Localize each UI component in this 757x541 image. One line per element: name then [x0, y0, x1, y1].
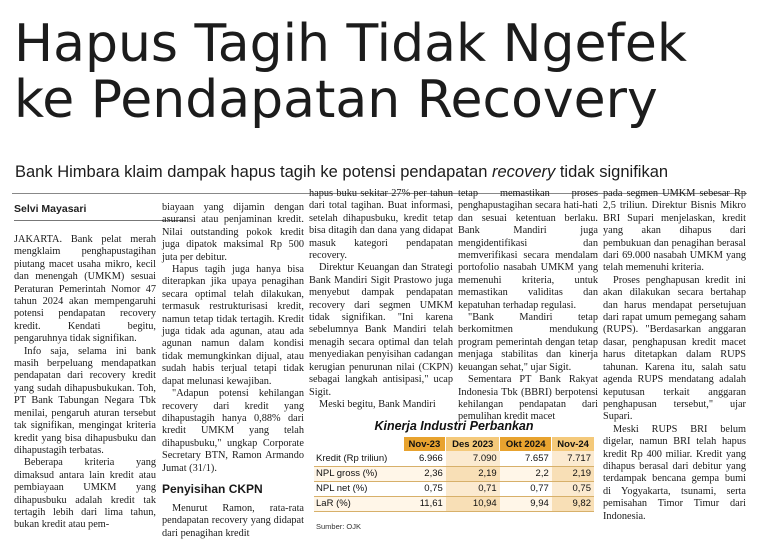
row-label: NPL gross (%): [314, 466, 403, 481]
row-label: LaR (%): [314, 496, 403, 511]
table-header-cell: Nov-23: [403, 437, 446, 451]
paragraph: biayaan yang dijamin dengan asuransi atau penjaminan kredit. Nilai outstanding pokok kredit juga dipatok maksimal Rp 500 juta per debitur.: [162, 202, 304, 263]
table-cell: 6.966: [403, 451, 446, 466]
row-label: NPL net (%): [314, 481, 403, 496]
table-cell: 10,94: [446, 496, 500, 511]
deck-italic: recovery: [491, 163, 556, 181]
paragraph: Sementara PT Bank Rakyat Indonesia Tbk (BBRI) berpotensi kehilangan pendapatan dari pemulihan kredit macet: [458, 374, 598, 423]
table-cell: 9,82: [552, 496, 594, 511]
paragraph: Meski RUPS BRI belum digelar, namun BRI telah hapus kredit Rp 400 miliar. Kredit yang dihapus berasal dari debitur yang terdampak bencana gempa bumi di Yogyakarta, tsunami, serta pemisahan Timor Timur dari Indonesia.: [603, 423, 746, 522]
table-cell: 2,2: [500, 466, 552, 481]
table-cell: 2,19: [552, 466, 594, 481]
table-cell: 9,94: [500, 496, 552, 511]
headline-line-1: Hapus Tagih Tidak Ngefek: [14, 14, 687, 74]
paragraph: JAKARTA. Bank pelat merah mengklaim penghapustagihan piutang macet usaha mikro, kecil dan menengah (UMKM) sesuai Peraturan Pemerintah Nomor 47 tahun 2024 akan mempengaruhi potensi pendapatan recovery kredit. Kendati begitu, pengaruhnya tidak signifikan.: [14, 234, 156, 345]
table-row: [314, 481, 594, 496]
table-cell: 11,61: [403, 496, 446, 511]
table-header-row: [314, 437, 594, 451]
byline-rule: [14, 220, 186, 221]
subheading: Penyisihan CKPN: [162, 481, 263, 496]
table-cell: 7.657: [500, 451, 552, 466]
table-header-blank: [314, 437, 403, 451]
table-header-cell: Okt 2024: [500, 437, 552, 451]
table-cell: 0,75: [552, 481, 594, 496]
deck: [15, 162, 750, 182]
table-header-cell: Des 2023: [446, 437, 500, 451]
deck-after: tidak signifikan: [555, 163, 669, 181]
article-column-5: [603, 188, 746, 523]
table-cell: 0,71: [446, 481, 500, 496]
table-title: Kinerja Industri Perbankan: [374, 419, 534, 433]
article-column-2: [162, 202, 304, 540]
headline: [14, 16, 744, 128]
paragraph: pada segmen UMKM sebesar Rp 2,5 triliun. Direktur Bisnis Mikro BRI Supari menjelaskan, kredit yang akan dihapus dari pembukuan dan penagihan berasal dari 69.000 nasabah UMKM yang telah memenuhi kriteria.: [603, 188, 746, 274]
table-cell: 7.090: [446, 451, 500, 466]
paragraph: hapus buku sekitar 27% per tahun dari total tagihan. Buat informasi, setelah dihapusbuku, kredit tetap bisa ditagih dan dana yang didapat masuk kategori pendapatan recovery.: [309, 188, 453, 262]
paragraph: Hapus tagih juga hanya bisa diterapkan jika upaya penagihan secara optimal telah dilakukan, termasuk restrukturisasi kredit, namun tetap tidak tertagih. Kredit juga tidak ada agunan, atau ada agunan namun dalam kondisi tidak memungkinkan dijual, atau sudah habis terjual tetapi tidak dapat melunasi kewajiban.: [162, 264, 304, 387]
paragraph: "Bank Mandiri tetap berkomitmen mendukung program pemerintah dengan tetap menjaga stabilitas dan kinerja keuangan sehat," ujar Sigit.: [458, 312, 598, 373]
article-column-3: [309, 188, 453, 411]
table-row: [314, 451, 594, 466]
paragraph: Meski begitu, Bank Mandiri: [319, 398, 436, 410]
deck-before: Bank Himbara klaim dampak hapus tagih ke potensi pendapatan: [15, 163, 492, 181]
headline-line-2: ke Pendapatan Recovery: [14, 70, 658, 130]
banking-performance-table-box: [314, 418, 594, 536]
paragraph: Menurut Ramon, rata-rata pendapatan recovery yang didapat dari penagihan kredit: [162, 502, 304, 539]
paragraph: Info saja, selama ini bank masih berpeluang mendapatkan pendapatan dari recovery kredit yang sudah dihapusbukukan. Toh, PT Bank Tabungan Negara Tbk menilai, pengaruh aturan tersebut tak signifikan, mengingat kriteria kredit yang bisa dihapusbuku dan dihapustagih terbatas.: [14, 345, 156, 456]
paragraph: Direktur Keuangan dan Strategi Bank Mandiri Sigit Prastowo juga menyebut dampak pendapatan recovery dari segmen UMKM tidak signifikan. "Ini karena sebelumnya Bank Mandiri telah menagih secara optimal dan telah menyediakan penyisihan cadangan kerugian penurunan nilai (CKPN) sebagai langkah antisipasi," ucap Sigit.: [309, 262, 453, 398]
row-label: Kredit (Rp triliun): [314, 451, 403, 466]
paragraph: tetap memastikan proses penghapustagihan secara hati-hati dan sesuai ketentuan berlaku. Bank Mandiri juga mengidentifikasi dan memverifikasi secara mendalam portofolio nasabah UMKM yang memenuhi kriteria, untuk memastikan validitas dan kepatuhan terhadap regulasi.: [458, 188, 598, 311]
table-row: [314, 496, 594, 511]
table-cell: 2,19: [446, 466, 500, 481]
article-column-4: [458, 188, 598, 424]
paragraph: Beberapa kriteria yang dimaksud antara lain kredit atau pembiayaan UMKM yang dihapusbuku adalah kredit tak tertagih lebih dari lima tahun, bukan kredit atau pem-: [14, 457, 156, 531]
table-source: Sumber: OJK: [316, 522, 362, 531]
banking-performance-table: [314, 437, 594, 512]
table-row: [314, 466, 594, 481]
table-header-cell: Nov-24: [552, 437, 594, 451]
byline: Selvi Mayasari: [14, 203, 87, 215]
table-cell: 0,77: [500, 481, 552, 496]
paragraph: "Adapun potensi kehilangan recovery dari kredit yang dihapustagih hanya 0,88% dari kredit UMKM yang telah dihapusbuku," ungkap Corporate Secretary BTN, Ramon Armando Jumat (31/1).: [162, 388, 304, 474]
table-cell: 2,36: [403, 466, 446, 481]
paragraph: Proses penghapusan kredit ini akan dilakukan secara bertahap dan harus mendapat persetujuan dari rapat umum pemegang saham (RUPS). "Berdasarkan anggaran dasar, penghapusan kredit macet harus ditetapkan dalam RUPS tahunan. Karena itu, salah satu agenda RUPS mendatang adalah keputusan terkait anggaran penghapusan tersebut," ujar Supari.: [603, 274, 746, 423]
table-cell: 0,75: [403, 481, 446, 496]
table-cell: 7.717: [552, 451, 594, 466]
article-column-1: [14, 234, 156, 532]
